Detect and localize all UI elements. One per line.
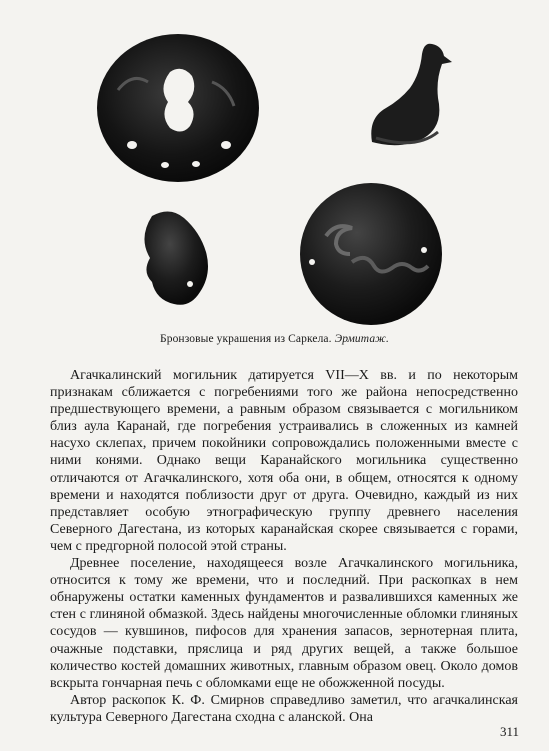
- bird-figurine: [371, 44, 452, 145]
- page-number: 311: [499, 724, 519, 739]
- paragraph: Древнее поселение, находящееся возле Агачкалинского могильника, относится к тому же времени, что и последний. При раскопках в нем обнаружены остатки каменных фундаментов и развалившихся каменных же стен с глиняной обмазкой. Здесь найдены многочисленные обломки глиняных сосудов — кувшинов, пифосов для хранения запасов, зернотерная плита, очажные подставки, пряслица и ряд других вещей, а также большое количество костей домашних животных, главным образом овец. Около домов вскрыта гончарная печь с обломками еще не обожженной посуды.: [50, 556, 518, 691]
- paragraph: Автор раскопок К. Ф. Смирнов справедливо заметил, что агачкалинская культура Северного Дагестана сходна с аланской. Она: [50, 692, 518, 725]
- caption-museum: Эрмитаж.: [334, 333, 389, 345]
- fragment-ornament: [144, 211, 208, 304]
- round-decorated-plaque: [300, 183, 442, 325]
- body-text: [50, 367, 518, 726]
- round-openwork-plaque: [97, 34, 259, 182]
- figure-caption: [0, 333, 549, 345]
- bronze-ornaments-photo: [0, 0, 549, 340]
- caption-main: Бронзовые украшения из Саркела.: [160, 333, 332, 345]
- paragraph: Агачкалинский могильник датируется VII—X вв. и по некоторым признакам сближается с погребениями того же района непосредственно предшествующего времени, а равным образом связывается с могильником близ аула Каранай, где погребения устраивались в сложенных из камней насухо склепах, причем покойники сопровождались положенными вместе с ними конями. Однако вещи Каранайского могильника существенно отличаются от Агачкалинского, хотя оба они, в общем, относятся к одному времени и находятся поблизости друг от друга. Очевидно, каждый из них представляет особую этнографическую группу древнего населения Северного Дагестана, из которых каранайская скорее связывается с горами, чем с предгорной полосой этой страны.: [50, 368, 518, 554]
